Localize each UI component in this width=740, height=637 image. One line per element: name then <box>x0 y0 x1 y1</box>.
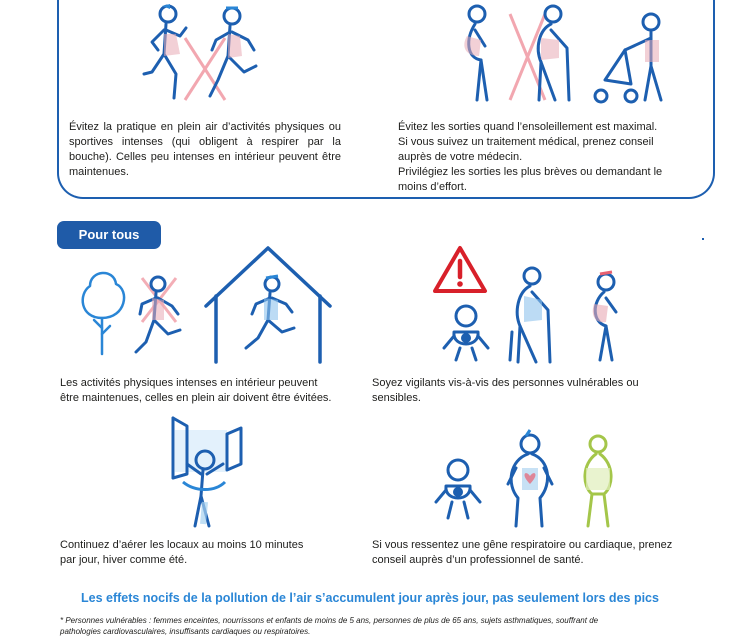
item-health-professional <box>372 538 702 568</box>
vulnerable-group-icon <box>440 262 640 364</box>
top-right-line: Si vous suivez un traitement médical, prenez conseil <box>398 136 654 148</box>
runners-crossed-icon <box>140 0 280 110</box>
item-line: Les activités physiques intenses en intérieur peuvent <box>60 377 318 389</box>
footer-headline: Les effets nocifs de la pollution de l’air s’accumulent jour après jour, pas seulement lors des pics <box>81 591 659 605</box>
item-line: Si vous ressentez une gêne respiratoire ou cardiaque, prenez <box>372 539 673 551</box>
house-runner-icon <box>202 244 332 366</box>
footnote <box>60 615 700 637</box>
vulnerable-people-crossed-icon <box>455 0 685 110</box>
item-line: Continuez d’aérer les locaux au moins 10 minutes <box>60 539 304 551</box>
open-window-icon <box>165 412 249 530</box>
item-line: par jour, hiver comme été. <box>60 554 188 566</box>
item-vulnerable-people <box>372 376 692 406</box>
tree-runner-icon <box>72 258 200 366</box>
divider-dot <box>702 238 704 240</box>
footnote-line: pathologies cardiovasculaires, insuffisants cardiaques ou respiratoires. <box>60 627 311 636</box>
item-line: conseil auprès d’un professionnel de santé. <box>372 554 584 566</box>
top-right-line: auprès de votre médecin. <box>398 151 523 163</box>
symptoms-group-icon <box>432 428 632 528</box>
footnote-line: * Personnes vulnérables : femmes enceintes, nourrissons et enfants de moins de 5 ans, personnes de plus de 65 ans, sujets asthmatiques, souffrant de <box>60 616 599 625</box>
top-right-line: Privilégiez les sorties les plus brèves ou demandant le <box>398 166 663 178</box>
item-indoor-activities <box>60 376 370 406</box>
section-label-pour-tous: Pour tous <box>57 221 161 249</box>
item-line: sensibles. <box>372 392 421 404</box>
top-right-line: Évitez les sorties quand l’ensoleillement est maximal. <box>398 121 658 133</box>
item-line: Soyez vigilants vis-à-vis des personnes vulnérables ou <box>372 377 639 389</box>
item-ventilation <box>60 538 370 568</box>
item-line: être maintenues, celles en plein air doivent être évitées. <box>60 392 332 404</box>
top-left-advice: Évitez la pratique en plein air d’activités physiques ou sportives intenses (qui obligent à respirer par la bouche). Celles peu intenses en intérieur peuvent être maintenues. <box>69 121 341 178</box>
top-right-advice <box>398 120 698 195</box>
top-right-line: moins d’effort. <box>398 181 467 193</box>
